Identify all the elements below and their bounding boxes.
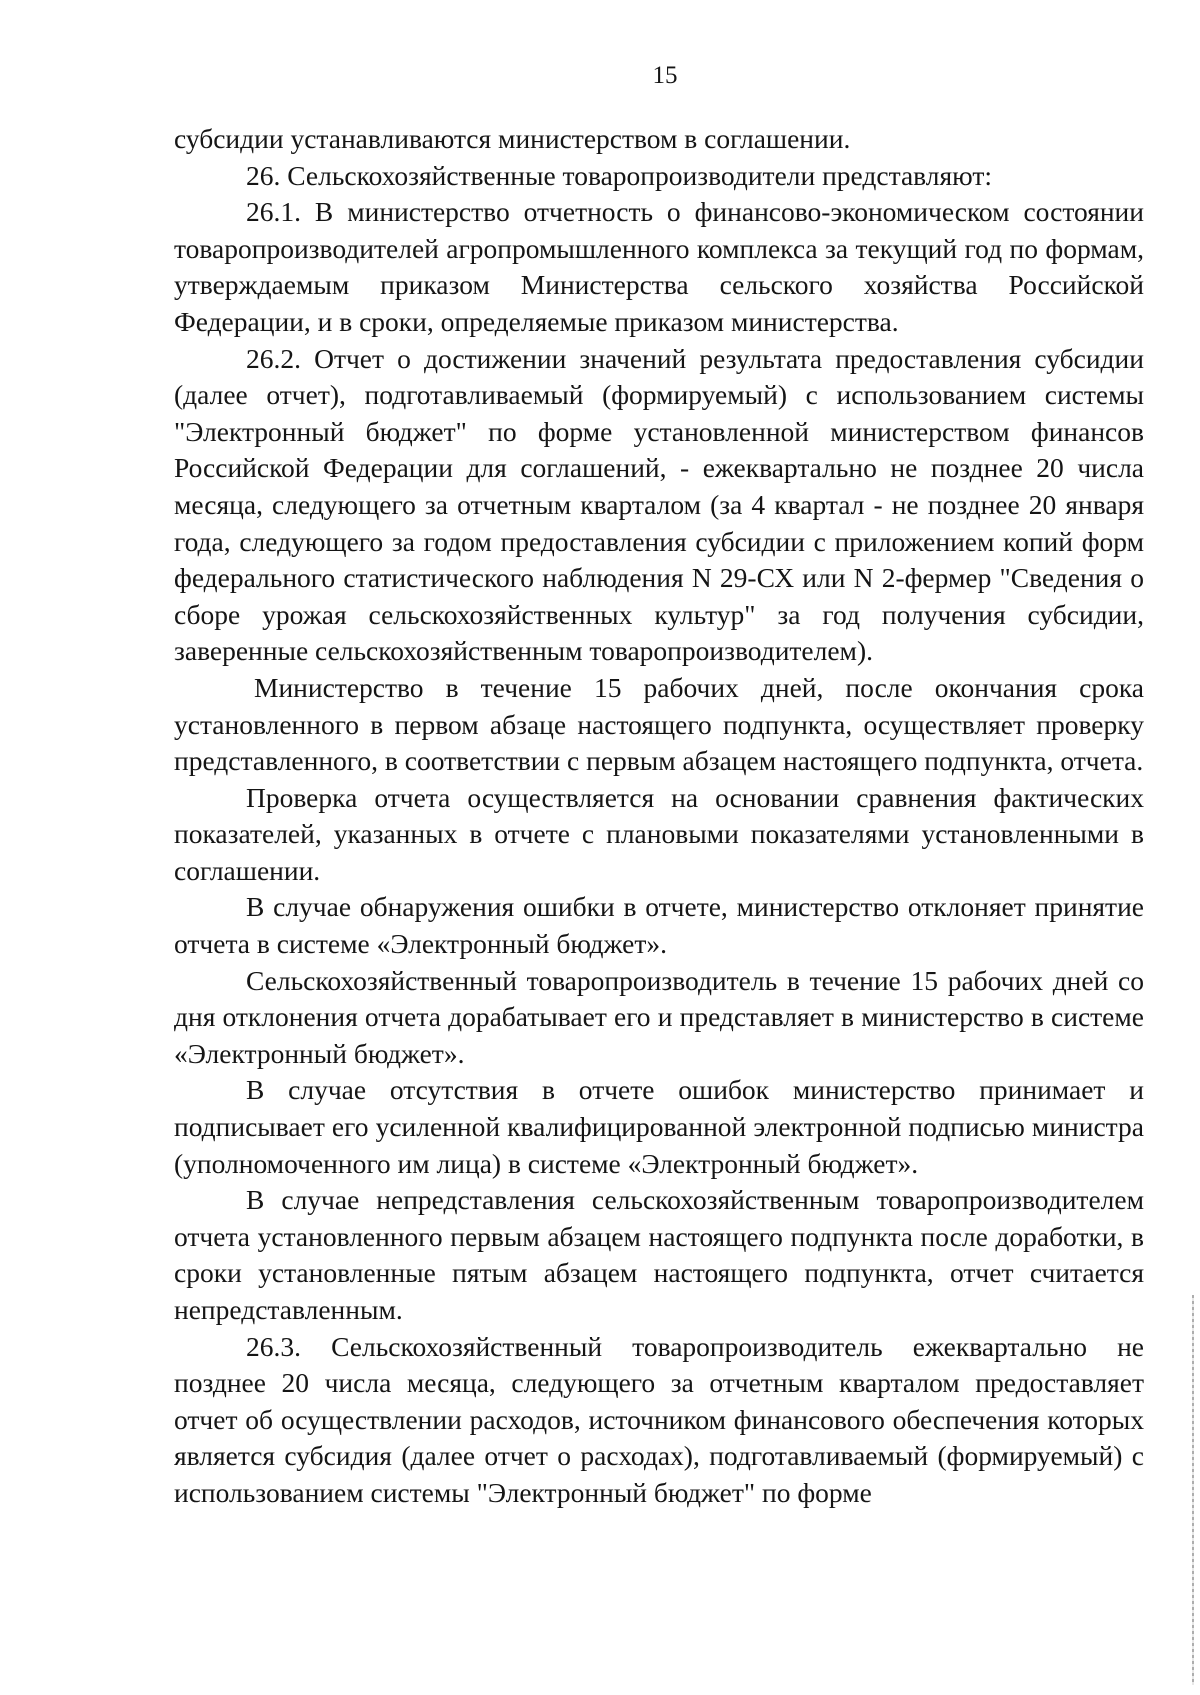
page-number: 15 bbox=[652, 62, 678, 89]
document-body bbox=[174, 121, 1144, 1512]
paragraph-rework: Сельскохозяйственный товаропроизводитель в течение 15 рабочих дней со дня отклонения отчета дорабатывает его и представляет в министерство в системе «Электронный бюджет». bbox=[174, 964, 1144, 1069]
paragraph-ministry-review: Министерство в течение 15 рабочих дней, после окончания срока установленного в первом абзаце настоящего подпункта, осуществляет проверку представленного, в соответствии с первым абзацем настоящего подпункта, отчета. bbox=[174, 671, 1144, 777]
paragraph-not-submitted: В случае непредставления сельскохозяйственным товаропроизводителем отчета установленного первым абзацем настоящего подпункта после доработки, в сроки установленные пятым абзацем настоящего подпункта, отчет считается непредставленным. bbox=[174, 1184, 1144, 1325]
paragraph-item-26: 26. Сельскохозяйственные товаропроизводители представляют: bbox=[246, 159, 992, 191]
scan-edge-artifact bbox=[1192, 1295, 1194, 1685]
paragraph-no-errors: В случае отсутствия в отчете ошибок министерство принимает и подписывает его усиленной квалифицированной электронной подписью министра (уполномоченного им лица) в системе «Электронный бюджет». bbox=[174, 1074, 1144, 1179]
paragraph-continuation: субсидии устанавливаются министерством в соглашении. bbox=[174, 123, 851, 154]
paragraph-item-26-2: 26.2. Отчет о достижении значений результата предоставления субсидии (далее отчет), подготавливаемый (формируемый) с использованием системы "Электронный бюджет" по форме установленной министерством финансов Российской Федерации для соглашений, - ежеквартально не позднее 20 числа месяца, следующего за отчетным кварталом (за 4 квартал - не позднее 20 января года, следующего за годом предоставления субсидии с приложением копий форм федерального статистического наблюдения N 29-СХ или N 2-фермер "Сведения о сборе урожая сельскохозяйственных культур" за год получения субсидии, заверенные сельскохозяйственным товаропроизводителем). bbox=[174, 342, 1144, 667]
paragraph-error-found: В случае обнаружения ошибки в отчете, министерство отклоняет принятие отчета в системе «Электронный бюджет». bbox=[174, 891, 1144, 960]
paragraph-item-26-1: 26.1. В министерство отчетность о финансово-экономическом состоянии товаропроизводителей агропромышленного комплекса за текущий год по формам, утверждаемым приказом Министерства сельского хозяйства Российской Федерации, и в сроки, определяемые приказом министерства. bbox=[174, 196, 1144, 337]
paragraph-report-check: Проверка отчета осуществляется на основании сравнения фактических показателей, указанных в отчете с плановыми показателями установленными в соглашении. bbox=[174, 781, 1144, 886]
paragraph-item-26-3: 26.3. Сельскохозяйственный товаропроизводитель ежеквартально не позднее 20 числа месяца, следующего за отчетным кварталом предоставляет отчет об осуществлении расходов, источником финансового обеспечения которых является субсидия (далее отчет о расходах), подготавливаемый (формируемый) с использованием системы "Электронный бюджет" по форме bbox=[174, 1330, 1144, 1508]
